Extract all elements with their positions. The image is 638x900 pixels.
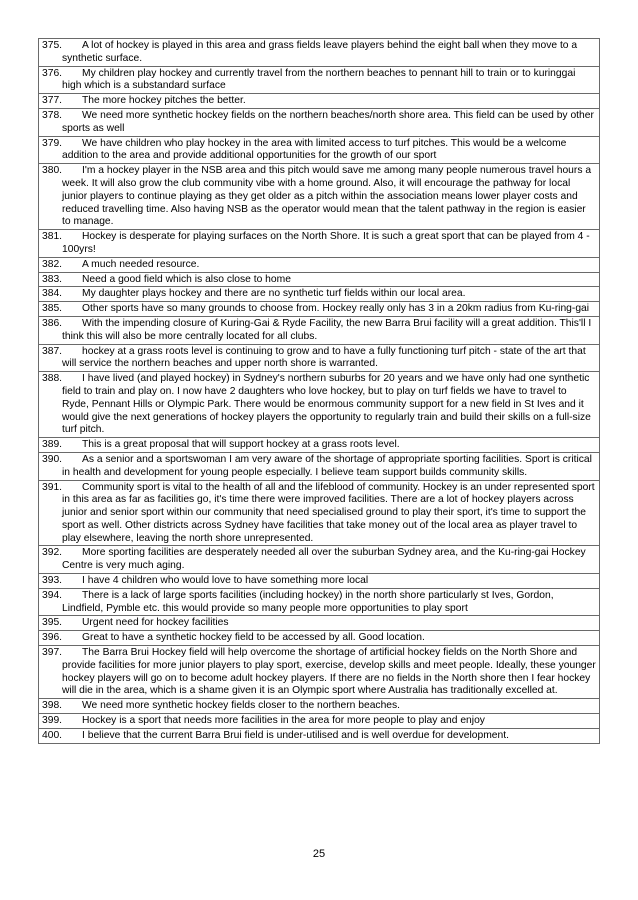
row-number: 398. [42,700,63,712]
table-row [38,631,600,646]
row-number: 376. [42,67,63,79]
table-row [38,273,600,288]
row-number: 389. [42,439,63,451]
table-row [38,372,600,438]
row-comment: We have children who play hockey in the area with limited access to turf pitches. This would be a welcome addition to the area and provide additional opportunities for the growth of our sport [62,137,567,162]
table-row [38,67,600,95]
row-comment: As a senior and a sportswoman I am very aware of the shortage of appropriate sporting facilities. Sport is critical in health and development for young people especially. I believe team support builds community skills. [62,453,592,478]
row-number: 399. [42,715,63,727]
row-comment: I have 4 children who would love to have something more local [82,575,369,587]
table-row [38,616,600,631]
row-comment: Urgent need for hockey facilities [82,617,229,629]
row-comment: Hockey is desperate for playing surfaces on the North Shore. It is such a great sport that can be played from 4 - 100yrs! [62,231,590,255]
row-comment: Need a good field which is also close to home [82,273,291,285]
row-comment: My daughter plays hockey and there are no synthetic turf fields within our local area. [82,288,466,300]
row-comment: This is a great proposal that will support hockey at a grass roots level. [82,439,400,451]
row-number: 378. [42,109,63,121]
row-comment: A lot of hockey is played in this area and grass fields leave players behind the eight ball when they move to a synthetic surface. [62,40,578,64]
row-number: 400. [42,729,63,741]
row-comment: Hockey is a sport that needs more facilities in the area for more people to play and enjoy [82,715,485,727]
table-row [38,164,600,230]
row-number: 390. [42,453,63,465]
table-row [38,137,600,165]
row-number: 383. [42,273,63,285]
row-comment: The Barra Brui Hockey field will help overcome the shortage of artificial hockey fields on the North Shore and provide facilities for more junior players to play sport, exercise, develop skills and meet people. Ideally, these younger hockey players will go on to become adult hockey players. If there are no fields in the North shore then I fear hockey will die in the area, which is a shame given it is an Olympic sport where Australia has traditionally excelled at. [62,647,596,697]
table-row [38,109,600,137]
row-number: 394. [42,589,63,601]
table-row [38,589,600,617]
row-comment: We need more synthetic hockey fields closer to the northern beaches. [82,700,401,712]
row-number: 379. [42,137,63,149]
table-row [38,729,600,744]
table-row [38,453,600,481]
table-row [38,646,600,699]
row-number: 384. [42,288,63,300]
row-number: 382. [42,258,63,270]
row-comment: There is a lack of large sports facilities (including hockey) in the north shore particularly st Ives, Gordon, Lindfield, Pymble etc. this would provide so many people more opportunities to play sport [62,589,554,614]
row-number: 392. [42,547,63,559]
table-row [38,481,600,547]
row-comment: We need more synthetic hockey fields on the northern beaches/north shore area. This field can be used by other sports as well [62,109,594,134]
row-number: 393. [42,575,63,587]
row-number: 387. [42,345,63,357]
table-row [38,574,600,589]
row-number: 391. [42,481,63,493]
table-row [38,258,600,273]
page-number: 25 [312,848,326,860]
table-row [38,317,600,345]
row-comment: A much needed resource. [82,258,200,270]
row-comment: More sporting facilities are desperately needed all over the suburban Sydney area, and the Ku-ring-gai Hockey Centre is very much aging. [62,547,586,572]
row-comment: The more hockey pitches the better. [82,95,246,107]
table-row [38,699,600,714]
table-row [38,438,600,453]
row-number: 380. [42,165,63,177]
row-number: 375. [42,40,63,51]
table-row [38,39,600,67]
row-comment: I believe that the current Barra Brui field is under-utilised and is well overdue for development. [82,729,509,741]
row-comment: My children play hockey and currently travel from the northern beaches to pennant hill to train or to kuringgai high which is a substandard surface [62,67,576,92]
row-comment: Other sports have so many grounds to choose from. Hockey really only has 3 in a 20km radius from Ku-ring-gai [82,303,590,315]
row-comment: hockey at a grass roots level is continuing to grow and to have a fully functioning turf pitch - state of the art that will service the northern beaches and upper north shore is warranted. [62,345,586,370]
table-row [38,302,600,317]
submissions-table [38,38,600,744]
row-comment: Great to have a synthetic hockey field to be accessed by all. Good location. [82,632,425,644]
row-number: 386. [42,317,63,329]
row-number: 388. [42,373,63,385]
table-row [38,287,600,302]
row-number: 377. [42,95,63,107]
table-row [38,230,600,258]
table-row [38,714,600,729]
row-number: 381. [42,231,63,243]
row-number: 385. [42,303,63,315]
row-comment: I have lived (and played hockey) in Sydney's northern suburbs for 20 years and we have only had one synthetic field to train and play on. I now have 2 daughters who love hockey, but to play on turf fields we have to travel to Ryde, Pennant Hills or Olympic Park. There would be enormous community support for a new field in St Ives and it would give the next generations of hockey players the opportunity to regularly train and build their skills on a full-size turf pitch. [62,373,591,436]
row-number: 395. [42,617,63,629]
table-row [38,546,600,574]
row-comment: With the impending closure of Kuring-Gai & Ryde Facility, the new Barra Brui facility will a great addition. This'll I think this will also be more centrally located for all clubs. [62,317,592,342]
row-number: 396. [42,632,63,644]
row-comment: Community sport is vital to the health of all and the lifeblood of community. Hockey is an under represented sport in this area as far as facilities go, it's time there were improved facilities. There are a lot of hockey players across junior and senior sport within our community that need specialised ground to play their sport, it's time to support the sport as well. Other districts across Sydney have facilities that take money out of the local area as player travel to play elsewhere, leaving the north shore unrepresented. [62,481,595,544]
table-row [38,94,600,109]
row-number: 397. [42,647,63,659]
row-comment: I'm a hockey player in the NSB area and this pitch would save me among many people numerous travel hours a week. It will also grow the club community vibe with a home ground. Also, it will encourage the pathway for local junior players to continue playing as they get older as a pitch within the association means lower player costs and reduced travelling time. Also having NSB as the operator would mean that the talent pathway in the region is easier to manage. [62,165,592,228]
table-row [38,345,600,373]
